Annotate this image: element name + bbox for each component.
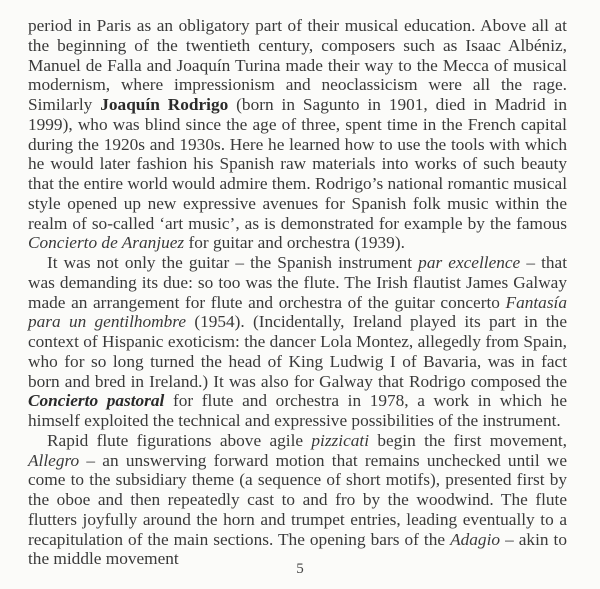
- text-run: – akin to the middle movement: [28, 529, 568, 569]
- work-title-aranjuez: Concierto de Aranjuez: [28, 233, 185, 253]
- italic-term-pizzicati: pizzicati: [311, 430, 369, 450]
- paragraph-2: [28, 253, 567, 431]
- paragraph-3: [28, 431, 567, 569]
- work-title-fantasia: Fantasía para un gentilhombre: [28, 292, 567, 332]
- text-run: for guitar and orchestra (1939).: [184, 233, 405, 253]
- movement-title-adagio: Adagio: [450, 529, 501, 549]
- text-run: (1954). (Incidentally, Ireland played its part in the context of Hispanic exoticism: the dancer Lola Montez, allegedly from Spain, who for so long turned the head of King Ludwig I of Bavaria, was in fact born and bred in Ireland.) It was also for Galway that Rodrigo composed the: [28, 312, 567, 391]
- text-run: It was not only the guitar – the Spanish instrument: [47, 253, 419, 272]
- text-run: – that was demanding its due: so too was the flute. The Irish flautist James Galway made an arrangement for flute and orchestra of the guitar concerto: [28, 253, 568, 312]
- text-run: (born in Sagunto in 1901, died in Madrid in 1999), who was blind since the age of three, spent time in the French capital during the 1920s and 1930s. Here he learned how to use the tools with which he would later fashion his Spanish raw materials into works of such beauty that the entire world would admire them. Rodrigo’s national romantic musical style opened up new expressive avenues for Spanish folk music within the realm of so-called ‘art music’, as is demonstrated for example by the famous: [28, 95, 567, 233]
- composer-name-rodrigo: Joaquín Rodrigo: [100, 95, 229, 114]
- work-title-concierto-pastoral: Concierto pastoral: [28, 391, 165, 411]
- text-run: begin the first movement,: [369, 430, 567, 450]
- italic-phrase-par-excellence: par excellence: [418, 253, 521, 272]
- text-run: period in Paris as an obligatory part of their musical education. Above all at the beginning of the twentieth century, composers such as Isaac Albéniz, Manuel de Falla and Joaquín Turina made their way to the Mecca of musical modernism, where impressionism and neoclassicism were all the rage. Similarly: [28, 16, 567, 114]
- text-run: Rapid flute figurations above agile: [47, 430, 312, 450]
- movement-title-allegro: Allegro: [28, 450, 80, 470]
- text-run: – an unswerving forward motion that remains unchecked until we come to the subsidiary theme (a sequence of short motifs), presented first by the oboe and then repeatedly cast to and fro by the woodwind. The flute flutters joyfully around the horn and trumpet entries, leading eventually to a recapitulation of the main sections. The opening bars of the: [28, 450, 567, 549]
- text-run: for flute and orchestra in 1978, a work in which he himself exploited the technical and expressive possibilities of the instrument.: [28, 391, 567, 430]
- page-number: 5: [296, 561, 304, 577]
- paragraph-1: [28, 16, 567, 253]
- page-body: [28, 16, 567, 569]
